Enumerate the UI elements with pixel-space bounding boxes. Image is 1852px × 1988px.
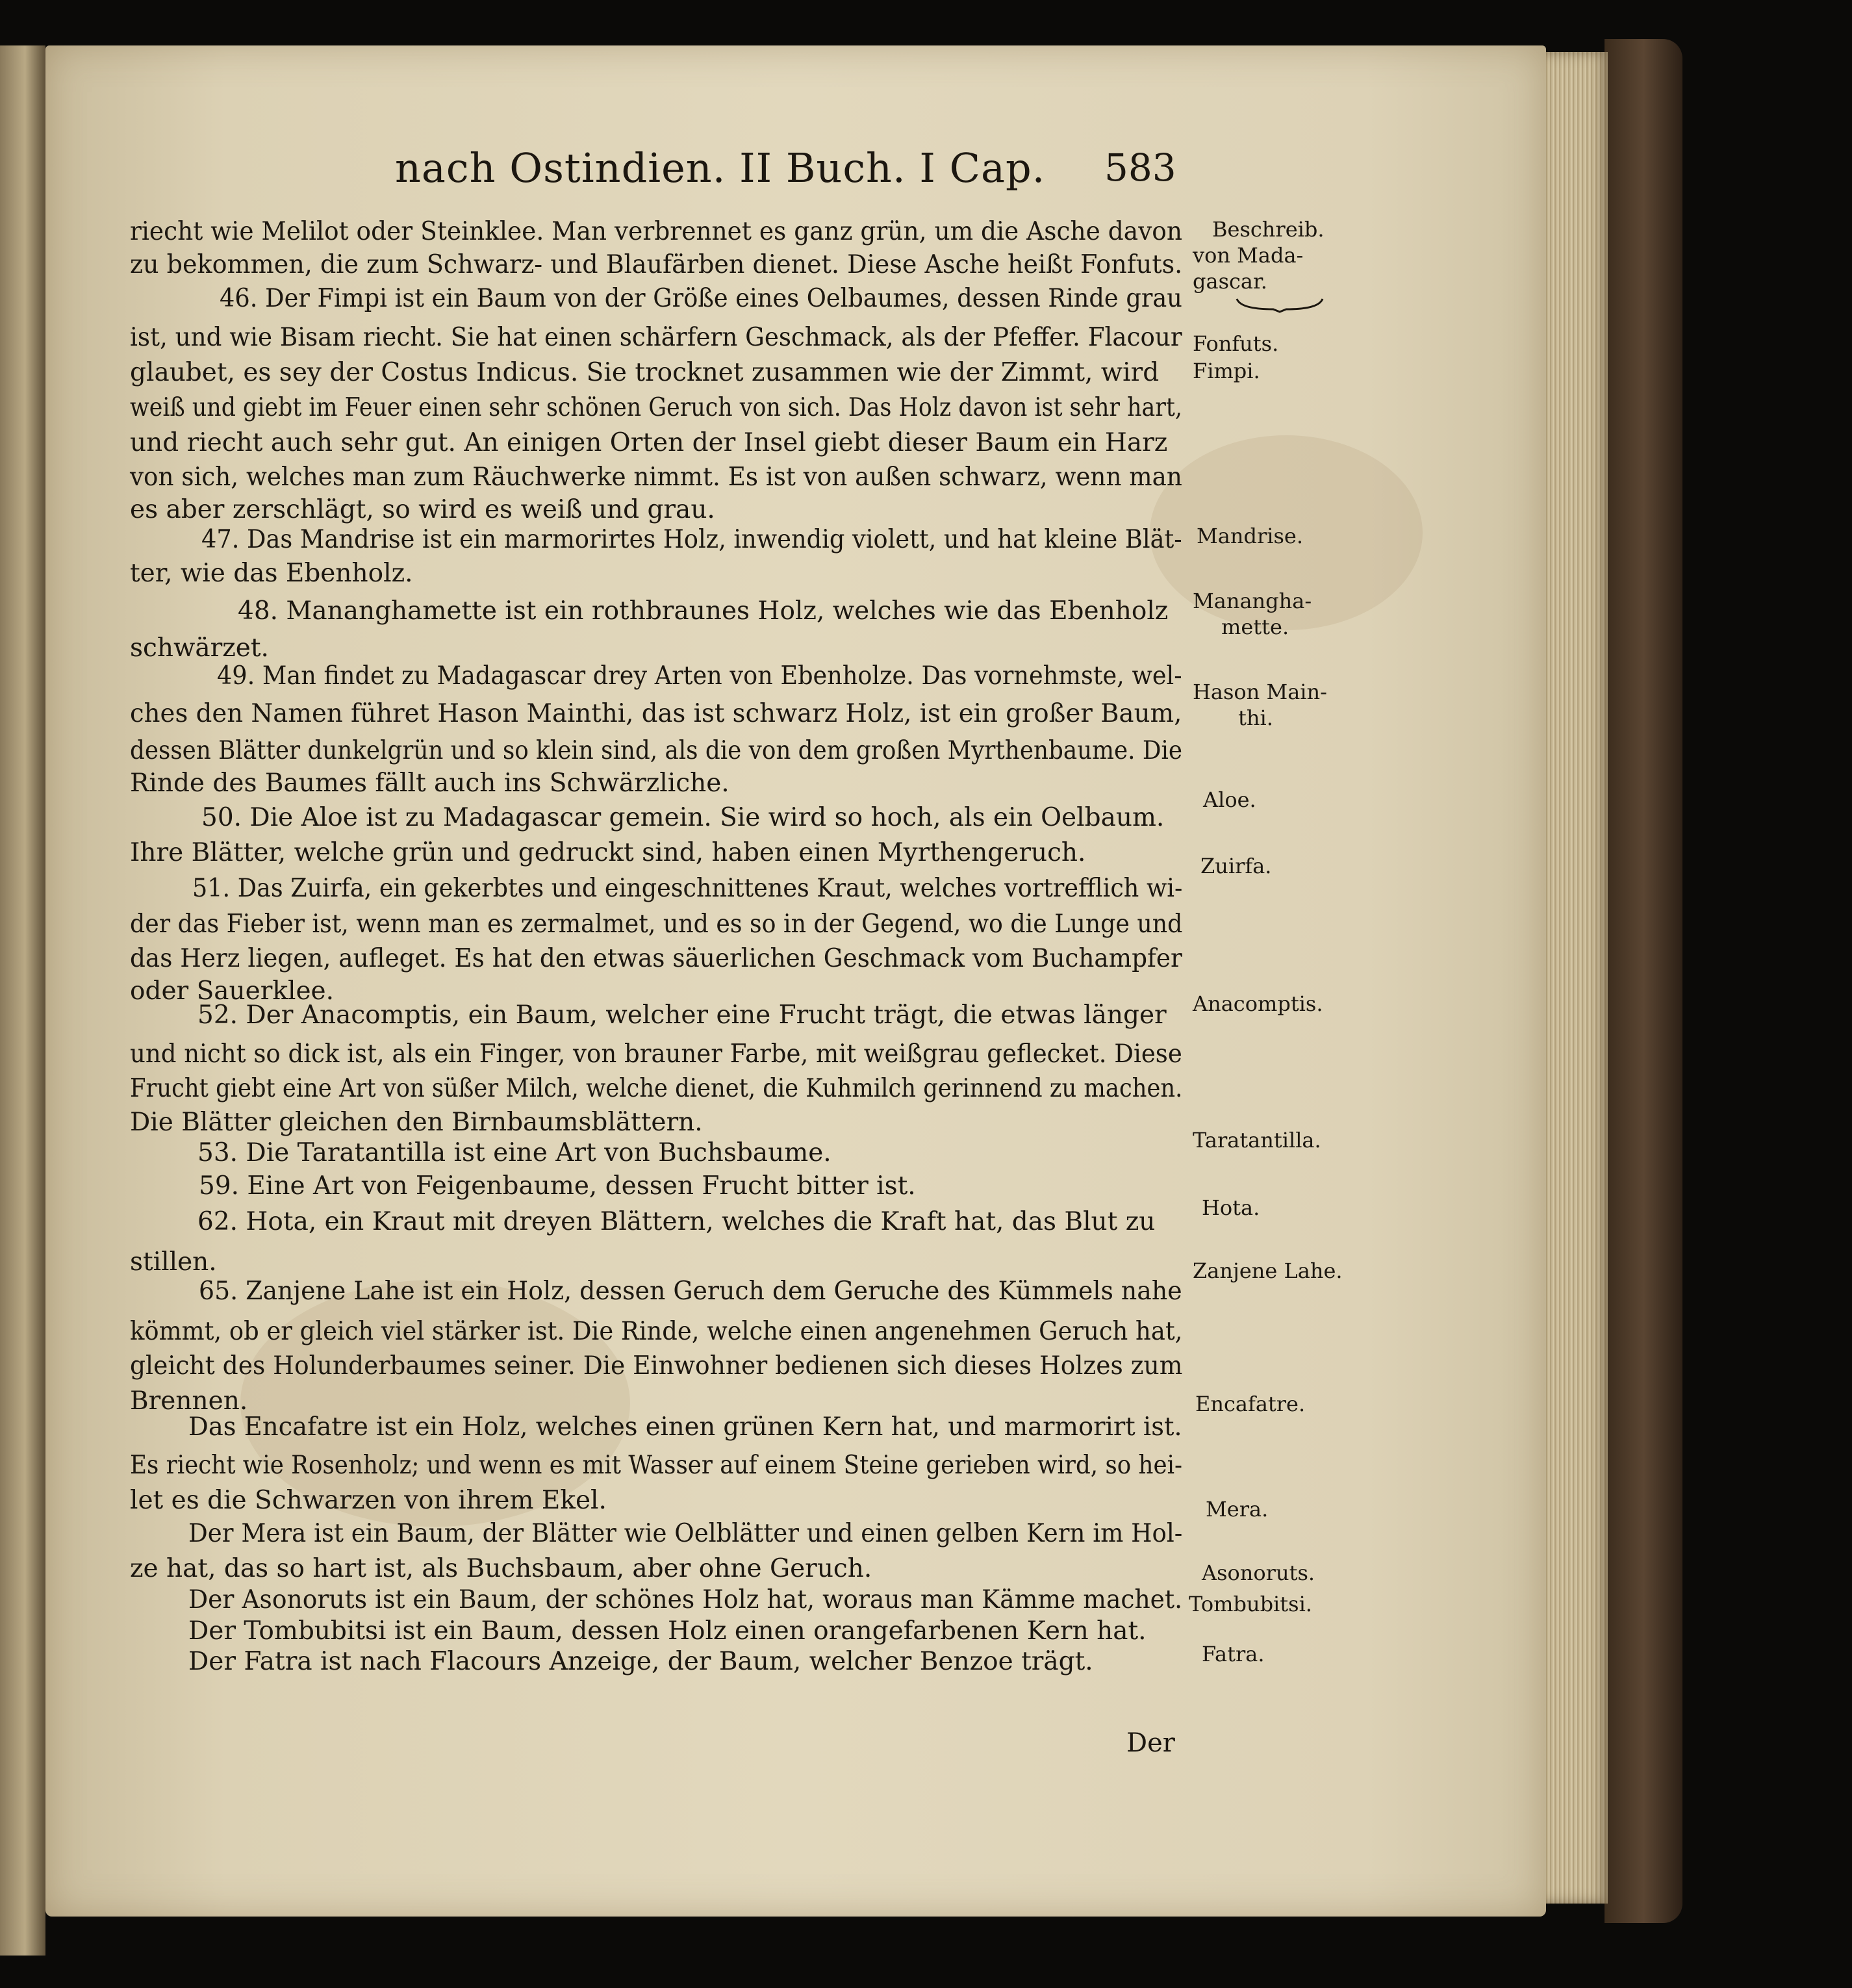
text-line: schwärzet. <box>130 633 269 663</box>
text-line: Es riecht wie Rosenholz; und wenn es mit Wasser auf einem Steine gerieben wird, so hei- <box>130 1451 1183 1480</box>
text-line: 50. Die Aloe ist zu Madagascar gemein. Sie wird so hoch, als ein Oelbaum. <box>201 803 1165 832</box>
text-line: Rinde des Baumes fällt auch ins Schwärzliche. <box>130 769 729 798</box>
text-line: 53. Die Taratantilla ist eine Art von Buchsbaume. <box>197 1138 831 1167</box>
text-line: stillen. <box>130 1247 217 1277</box>
text-line: 52. Der Anacomptis, ein Baum, welcher eine Frucht trägt, die etwas länger <box>197 1000 1167 1030</box>
page-number: 583 <box>1104 146 1176 190</box>
running-title: nach Ostindien. II Buch. I Cap. <box>395 144 1046 192</box>
text-line: zu bekommen, die zum Schwarz- und Blaufärben dienet. Diese Asche heißt Fonfuts. <box>130 250 1183 279</box>
text-line: Der Mera ist ein Baum, der Blätter wie Oelblätter und einen gelben Kern im Hol- <box>188 1519 1183 1548</box>
text-line: Brennen. <box>130 1386 248 1416</box>
text-line: riecht wie Melilot oder Steinklee. Man verbrennet es ganz grün, um die Asche davon <box>130 217 1183 246</box>
text-line: Die Blätter gleichen den Birnbaumsblättern. <box>130 1108 703 1137</box>
margin-note: Hota. <box>1202 1195 1260 1220</box>
text-line: der das Fieber ist, wenn man es zermalmet, und es so in der Gegend, wo die Lunge und <box>130 910 1183 939</box>
margin-note: Hason Main- <box>1193 680 1327 704</box>
margin-note: gascar. <box>1193 269 1267 294</box>
margin-note: Zuirfa. <box>1200 854 1272 878</box>
text-line: es aber zerschlägt, so wird es weiß und grau. <box>130 495 715 524</box>
margin-note: Fatra. <box>1202 1642 1265 1666</box>
text-line: von sich, welches man zum Räuchwerke nimmt. Es ist von außen schwarz, wenn man <box>130 463 1182 492</box>
text-line: das Herz liegen, aufleget. Es hat den etwas säuerlichen Geschmack vom Buchampfer <box>130 944 1182 973</box>
text-line: ter, wie das Ebenholz. <box>130 559 413 588</box>
text-line: 48. Mananghamette ist ein rothbraunes Holz, welches wie das Ebenholz <box>238 596 1169 626</box>
text-line: weiß und giebt im Feuer einen sehr schönen Geruch von sich. Das Holz davon ist sehr hart, <box>130 393 1182 422</box>
margin-note: thi. <box>1238 706 1273 730</box>
text-line: und nicht so dick ist, als ein Finger, von brauner Farbe, mit weißgrau geflecket. Diese <box>130 1039 1182 1069</box>
facing-page-edge <box>0 45 45 1956</box>
margin-note: Taratantilla. <box>1193 1128 1321 1153</box>
text-line: gleicht des Holunderbaumes seiner. Die Einwohner bedienen sich dieses Holzes zum <box>130 1351 1183 1381</box>
margin-note: Asonoruts. <box>1202 1561 1315 1585</box>
margin-note: Tombubitsi. <box>1189 1592 1312 1616</box>
text-line: Das Encafatre ist ein Holz, welches einen grünen Kern hat, und marmorirt ist. <box>188 1412 1182 1442</box>
margin-note: Fimpi. <box>1193 359 1260 383</box>
margin-note: Mandrise. <box>1197 524 1303 548</box>
text-line: 46. Der Fimpi ist ein Baum von der Größe eines Oelbaumes, dessen Rinde grau <box>220 284 1182 313</box>
text-line: und riecht auch sehr gut. An einigen Orten der Insel giebt dieser Baum ein Harz <box>130 428 1168 457</box>
margin-note: Mera. <box>1206 1497 1269 1522</box>
margin-note: Encafatre. <box>1195 1392 1306 1416</box>
text-line: oder Sauerklee. <box>130 976 335 1006</box>
margin-note: Aloe. <box>1203 787 1256 812</box>
text-line: 47. Das Mandrise ist ein marmorirtes Holz, inwendig violett, und hat kleine Blät- <box>201 525 1182 554</box>
margin-note: Manangha- <box>1193 589 1312 613</box>
margin-note: Fonfuts. <box>1193 331 1279 356</box>
text-line: 51. Das Zuirfa, ein gekerbtes und eingeschnittenes Kraut, welches vortrefflich wi- <box>192 874 1183 903</box>
text-line: 59. Eine Art von Feigenbaume, dessen Frucht bitter ist. <box>199 1171 916 1201</box>
margin-note: Zanjene Lahe. <box>1193 1258 1343 1283</box>
text-line: dessen Blätter dunkelgrün und so klein sind, als die von dem großen Myrthenbaume. Die <box>130 736 1183 765</box>
page-edges <box>1543 52 1608 1904</box>
text-line: 49. Man findet zu Madagascar drey Arten von Ebenholze. Das vornehmste, wel- <box>217 661 1182 691</box>
margin-brace <box>1234 296 1325 313</box>
margin-note: mette. <box>1221 615 1289 639</box>
text-line: Der Asonoruts ist ein Baum, der schönes Holz hat, woraus man Kämme machet. <box>188 1585 1183 1614</box>
text-line: ze hat, das so hart ist, als Buchsbaum, aber ohne Geruch. <box>130 1554 872 1583</box>
book-cover <box>1605 39 1682 1923</box>
text-line: 62. Hota, ein Kraut mit dreyen Blättern, welches die Kraft hat, das Blut zu <box>197 1207 1156 1236</box>
catchword: Der <box>1126 1728 1175 1758</box>
text-line: Frucht giebt eine Art von süßer Milch, welche dienet, die Kuhmilch gerinnend zu machen. <box>130 1074 1183 1103</box>
text-line: ist, und wie Bisam riecht. Sie hat einen schärfern Geschmack, als der Pfeffer. Flacour <box>130 323 1182 352</box>
text-line: Der Fatra ist nach Flacours Anzeige, der Baum, welcher Benzoe trägt. <box>188 1647 1093 1676</box>
margin-note: Anacomptis. <box>1193 991 1323 1016</box>
text-line: Der Tombubitsi ist ein Baum, dessen Holz einen orangefarbenen Kern hat. <box>188 1616 1147 1646</box>
margin-note: Beschreib. <box>1212 217 1325 242</box>
text-line: let es die Schwarzen von ihrem Ekel. <box>130 1486 607 1515</box>
margin-note: von Mada- <box>1193 243 1304 268</box>
text-line: glaubet, es sey der Costus Indicus. Sie trocknet zusammen wie der Zimmt, wird <box>130 358 1160 387</box>
text-line: 65. Zanjene Lahe ist ein Holz, dessen Geruch dem Geruche des Kümmels nahe <box>199 1277 1182 1306</box>
text-line: kömmt, ob er gleich viel stärker ist. Die Rinde, welche einen angenehmen Geruch hat, <box>130 1317 1183 1346</box>
text-line: Ihre Blätter, welche grün und gedruckt sind, haben einen Myrthengeruch. <box>130 838 1086 867</box>
text-line: ches den Namen führet Hason Mainthi, das ist schwarz Holz, ist ein großer Baum, <box>130 699 1182 728</box>
